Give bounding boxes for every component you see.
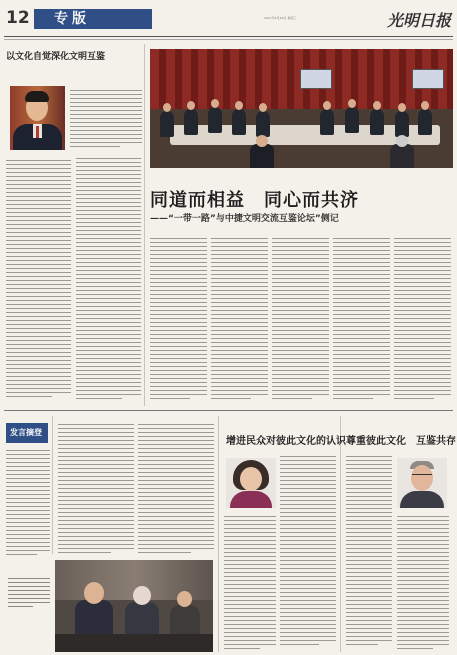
- main-article-text: [272, 238, 329, 402]
- forum-speakers-photo: [55, 560, 213, 652]
- left-article-title: 以文化自觉深化文明互鉴: [6, 52, 106, 62]
- section-band: [34, 9, 152, 29]
- main-article-text: [394, 238, 451, 402]
- page-number: 12: [6, 8, 30, 28]
- lower-right-article-text: [346, 456, 392, 648]
- conference-photo: [150, 49, 453, 168]
- main-headline: 同道而相益 同心而共济: [150, 190, 359, 211]
- column-divider: [144, 44, 145, 406]
- page-header: [4, 4, 453, 34]
- excerpts-text: [6, 450, 50, 558]
- author-photo-female: [226, 458, 276, 508]
- lower-left-article-title: 增进民众对彼此文化的认识: [226, 436, 346, 447]
- excerpts-text: [138, 424, 214, 556]
- left-article-text: [6, 160, 71, 400]
- lower-left-article-text: [224, 516, 276, 652]
- column-divider: [52, 416, 53, 554]
- left-article-text: [70, 90, 142, 150]
- lower-right-article-title: 尊重彼此文化 互鉴共存: [346, 436, 456, 447]
- section-rule: [4, 410, 453, 411]
- main-article-text: [333, 238, 390, 402]
- column-divider: [340, 416, 341, 652]
- lower-right-article-text: [397, 516, 449, 652]
- section-label: 专版: [54, 11, 90, 27]
- speech-excerpts-label: 发言摘登: [10, 428, 42, 437]
- main-article-text: [150, 238, 207, 402]
- excerpts-text: [58, 424, 134, 556]
- photo-caption-lines: [8, 578, 50, 610]
- author-portrait: [10, 86, 65, 150]
- lower-left-article-text: [280, 456, 336, 648]
- header-rule-thin: [4, 39, 453, 40]
- issue-date: 2017年4月26日 星期三: [264, 16, 297, 20]
- main-article-text: [211, 238, 268, 402]
- left-article-text: [76, 158, 141, 402]
- author-photo-male: [397, 458, 447, 508]
- header-rule: [4, 36, 453, 37]
- main-subheadline: ——“一带一路”与中捷文明交流互鉴论坛”侧记: [150, 214, 339, 224]
- masthead-logo: 光明日报: [386, 11, 451, 30]
- column-divider: [218, 416, 219, 652]
